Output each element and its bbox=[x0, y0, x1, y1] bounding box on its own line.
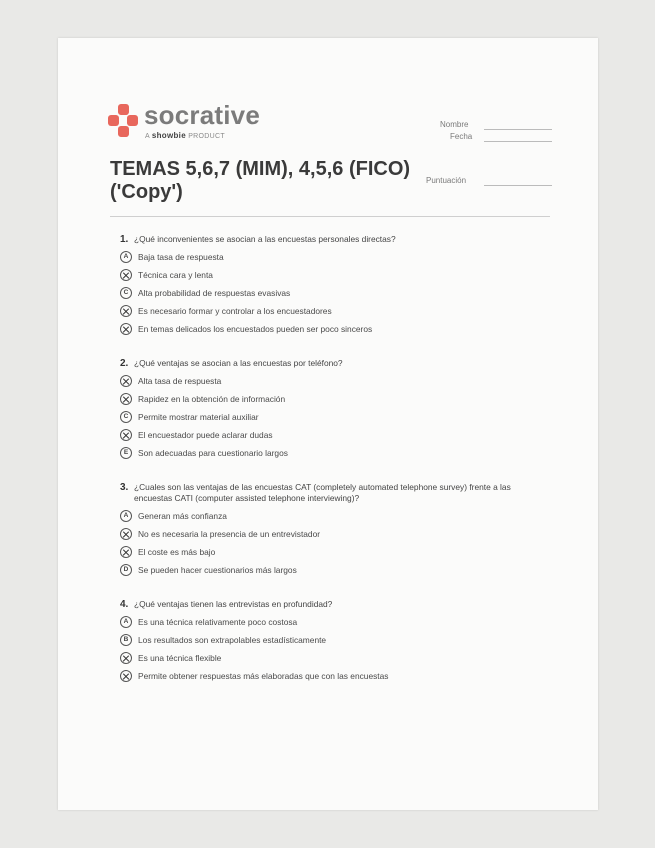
name-line bbox=[484, 129, 552, 130]
option-a: A Generan más confianza bbox=[120, 510, 540, 522]
date-field bbox=[450, 132, 552, 143]
option-circle: C bbox=[120, 411, 132, 423]
question-number: 1. bbox=[120, 234, 129, 245]
option-circle-marked bbox=[120, 269, 132, 281]
question-text: ¿Cuales son las ventajas de las encuestas CAT (completely automated telephone survey) frente a las encuestas CATI (computer assisted telephone interviewing)? bbox=[134, 482, 511, 503]
option-b: Técnica cara y lenta bbox=[120, 269, 540, 281]
option-circle-marked bbox=[120, 393, 132, 405]
option-circle: A bbox=[120, 251, 132, 263]
option-circle-marked bbox=[120, 528, 132, 540]
score-line bbox=[484, 185, 552, 186]
question-number: 3. bbox=[120, 482, 129, 493]
option-circle: E bbox=[120, 447, 132, 459]
option-circle: B bbox=[120, 634, 132, 646]
divider bbox=[110, 216, 550, 217]
option-b: B Los resultados son extrapolables estadísticamente bbox=[120, 634, 540, 646]
socrative-logo bbox=[108, 100, 278, 144]
question-1 bbox=[120, 234, 540, 335]
option-circle-marked bbox=[120, 429, 132, 441]
option-d: Permite obtener respuestas más elaboradas que con las encuestas bbox=[120, 670, 540, 682]
question-number: 2. bbox=[120, 358, 129, 369]
hexagon-logo-icon bbox=[108, 104, 138, 138]
question-text: ¿Qué ventajas se asocian a las encuestas por teléfono? bbox=[134, 358, 343, 368]
option-d: El encuestador puede aclarar dudas bbox=[120, 429, 540, 441]
printed-quiz-sheet bbox=[58, 38, 598, 810]
date-label: Fecha bbox=[450, 132, 473, 141]
option-c: Es una técnica flexible bbox=[120, 652, 540, 664]
option-circle-marked bbox=[120, 670, 132, 682]
logo-wordmark: socrative bbox=[144, 100, 260, 130]
option-a: A Es una técnica relativamente poco costosa bbox=[120, 616, 540, 628]
score-field bbox=[426, 176, 552, 187]
option-e: En temas delicados los encuestados pueden ser poco sinceros bbox=[120, 323, 540, 335]
date-line bbox=[484, 141, 552, 142]
option-circle-marked bbox=[120, 652, 132, 664]
option-b: Rapidez en la obtención de información bbox=[120, 393, 540, 405]
option-circle: D bbox=[120, 564, 132, 576]
option-c: C Permite mostrar material auxiliar bbox=[120, 411, 540, 423]
option-circle-marked bbox=[120, 305, 132, 317]
name-field bbox=[440, 120, 552, 131]
option-e: E Son adecuadas para cuestionario largos bbox=[120, 447, 540, 459]
question-text: ¿Qué inconvenientes se asocian a las encuestas personales directas? bbox=[134, 234, 396, 244]
option-a: A Baja tasa de respuesta bbox=[120, 251, 540, 263]
option-circle-marked bbox=[120, 323, 132, 335]
option-circle-marked bbox=[120, 546, 132, 558]
option-circle: C bbox=[120, 287, 132, 299]
option-a: Alta tasa de respuesta bbox=[120, 375, 540, 387]
score-label: Puntuación bbox=[426, 176, 467, 185]
option-circle: A bbox=[120, 510, 132, 522]
question-4 bbox=[120, 599, 540, 682]
logo-tagline: A showbie PRODUCT bbox=[145, 131, 225, 140]
question-3 bbox=[120, 482, 540, 576]
question-text: ¿Qué ventajas tienen las entrevistas en profundidad? bbox=[134, 599, 333, 609]
quiz-title: TEMAS 5,6,7 (MIM), 4,5,6 (FICO) ('Copy') bbox=[110, 158, 411, 203]
option-circle-marked bbox=[120, 375, 132, 387]
option-c: C Alta probabilidad de respuestas evasivas bbox=[120, 287, 540, 299]
option-circle: A bbox=[120, 616, 132, 628]
option-d: Es necesario formar y controlar a los encuestadores bbox=[120, 305, 540, 317]
question-2 bbox=[120, 358, 540, 459]
question-number: 4. bbox=[120, 599, 129, 610]
option-c: El coste es más bajo bbox=[120, 546, 540, 558]
name-label: Nombre bbox=[440, 120, 469, 129]
option-d: D Se pueden hacer cuestionarios más largos bbox=[120, 564, 540, 576]
option-b: No es necesaria la presencia de un entrevistador bbox=[120, 528, 540, 540]
